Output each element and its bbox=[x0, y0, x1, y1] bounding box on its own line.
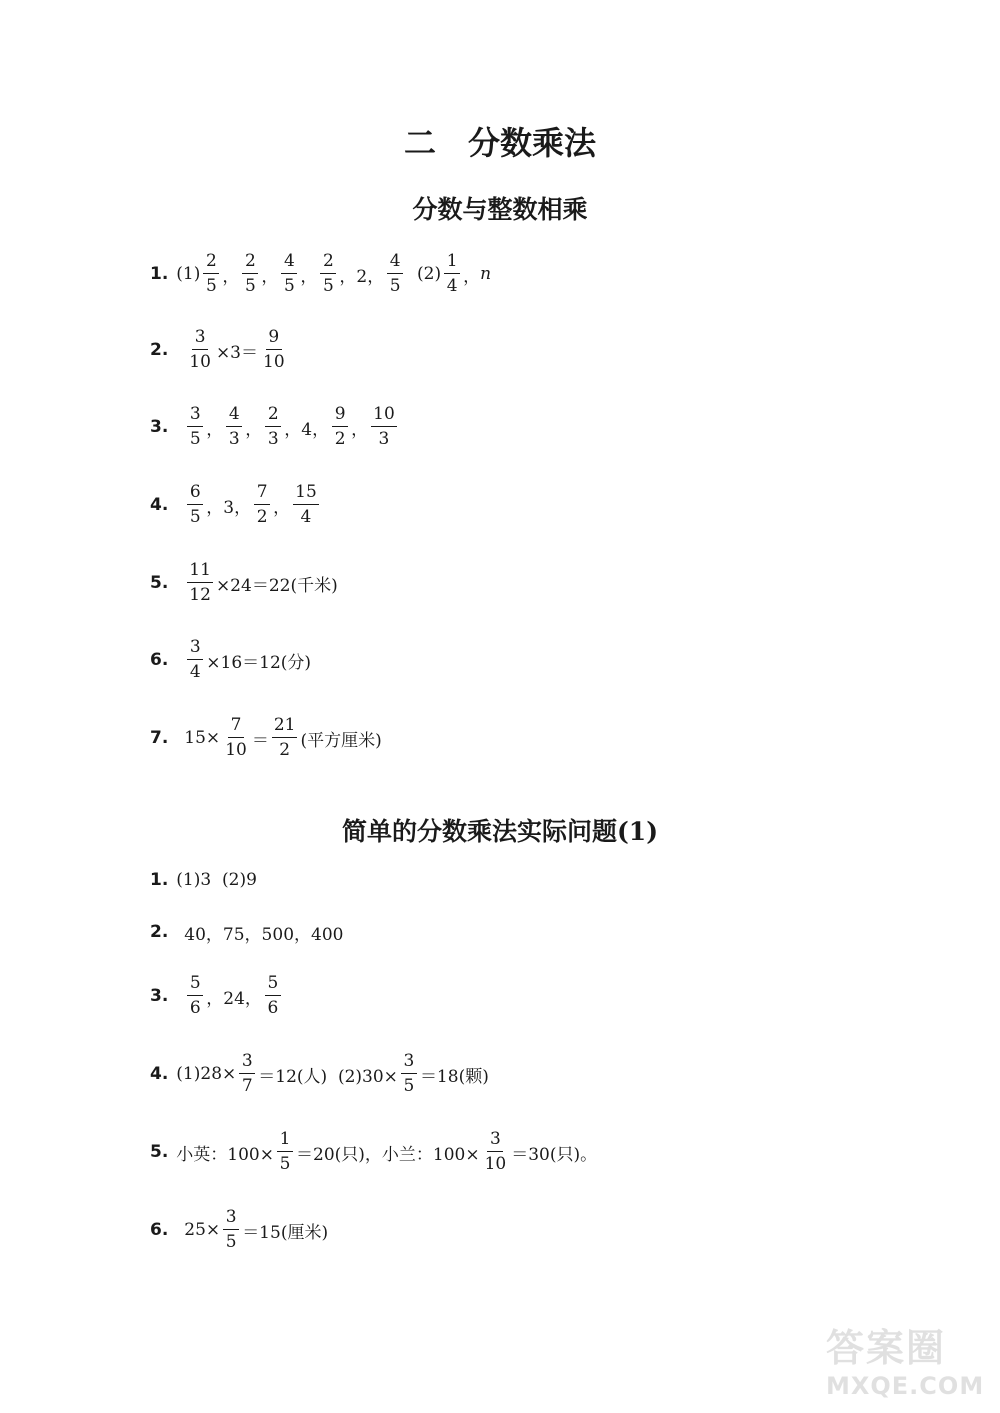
item-number: 5. bbox=[150, 573, 169, 593]
fraction bbox=[444, 253, 460, 295]
numerator: 5 bbox=[265, 975, 281, 996]
watermark-url: MXQE.COM bbox=[826, 1372, 985, 1400]
fraction bbox=[187, 639, 203, 681]
fraction bbox=[265, 975, 281, 1017]
answer-row bbox=[150, 902, 343, 962]
denominator: 2 bbox=[334, 429, 346, 449]
denominator: 5 bbox=[189, 507, 201, 527]
item-number: 4. bbox=[150, 1064, 169, 1084]
fraction bbox=[483, 1131, 509, 1173]
answer-row bbox=[150, 966, 284, 1026]
answer-text: ，2， bbox=[339, 266, 385, 287]
denominator: 10 bbox=[263, 352, 285, 372]
answer-row bbox=[150, 475, 322, 535]
numerator: 3 bbox=[192, 329, 208, 350]
numerator: 15 bbox=[293, 484, 319, 505]
watermark-text: 答案圈 bbox=[826, 1326, 947, 1370]
answer-text: ，4， bbox=[284, 419, 330, 440]
numerator: 3 bbox=[187, 639, 203, 660]
answer-row bbox=[150, 708, 382, 768]
fraction bbox=[187, 329, 213, 371]
item-number: 3. bbox=[150, 417, 169, 437]
fraction bbox=[371, 406, 397, 448]
answer-text: ×24＝22(千米) bbox=[215, 575, 338, 596]
fraction bbox=[226, 406, 242, 448]
fraction bbox=[223, 717, 249, 759]
answer-text: ＝30(只)。 bbox=[511, 1144, 598, 1165]
fraction bbox=[401, 1053, 417, 1095]
answer-row bbox=[150, 320, 290, 380]
fraction bbox=[187, 484, 203, 526]
denominator: 4 bbox=[189, 662, 201, 682]
answer-text: ， bbox=[261, 266, 279, 287]
answer-text: (1) bbox=[176, 264, 201, 284]
numerator: 1 bbox=[444, 253, 460, 274]
section-title-word-problems: 简单的分数乘法实际问题(1) bbox=[341, 817, 659, 846]
denominator: 7 bbox=[241, 1076, 253, 1096]
numerator: 7 bbox=[228, 717, 244, 738]
fraction bbox=[239, 1053, 255, 1095]
fraction bbox=[265, 406, 281, 448]
fraction bbox=[387, 253, 403, 295]
answer-text: ， bbox=[463, 266, 481, 287]
denominator: 10 bbox=[189, 352, 211, 372]
answer-text: ×16＝12(分) bbox=[206, 652, 312, 673]
answer-row bbox=[150, 397, 400, 457]
item-number: 2. bbox=[150, 340, 169, 360]
answer-text: (1)28× bbox=[176, 1064, 237, 1084]
answer-row bbox=[150, 553, 338, 613]
numerator: 5 bbox=[187, 975, 203, 996]
denominator: 3 bbox=[267, 429, 279, 449]
numerator: 11 bbox=[187, 562, 213, 583]
fraction bbox=[223, 1209, 239, 1251]
answer-row bbox=[150, 1200, 328, 1260]
denominator: 5 bbox=[389, 276, 401, 296]
numerator: 4 bbox=[226, 406, 242, 427]
item-number: 6. bbox=[150, 650, 169, 670]
item-number: 7. bbox=[150, 728, 169, 748]
denominator: 3 bbox=[378, 429, 390, 449]
numerator: 21 bbox=[272, 717, 298, 738]
section-title-fraction-times-integer: 分数与整数相乘 bbox=[412, 195, 588, 224]
numerator: 2 bbox=[242, 253, 258, 274]
numerator: 2 bbox=[265, 406, 281, 427]
answer-text: (2) bbox=[406, 264, 442, 284]
denominator: 10 bbox=[484, 1154, 507, 1174]
denominator: 4 bbox=[446, 276, 458, 296]
numerator: 3 bbox=[187, 406, 203, 427]
numerator: 9 bbox=[332, 406, 348, 427]
item-number: 5. bbox=[150, 1142, 169, 1162]
chapter-title: 二 分数乘法 bbox=[403, 124, 596, 162]
answer-row bbox=[150, 1122, 597, 1182]
answer-text: ， bbox=[222, 266, 240, 287]
answer-text: 40，75，500，400 bbox=[184, 924, 344, 945]
answer-text: ， bbox=[206, 419, 224, 440]
answer-text: ， bbox=[300, 266, 318, 287]
fraction bbox=[261, 329, 287, 371]
answer-text: ，24， bbox=[206, 988, 262, 1009]
fraction bbox=[272, 717, 298, 759]
numerator: 10 bbox=[371, 406, 397, 427]
fraction bbox=[187, 975, 203, 1017]
denominator: 6 bbox=[267, 998, 279, 1018]
fraction bbox=[332, 406, 348, 448]
denominator: 4 bbox=[300, 507, 312, 527]
fraction bbox=[293, 484, 319, 526]
item-number: 4. bbox=[150, 495, 169, 515]
item-number: 6. bbox=[150, 1220, 169, 1240]
answer-text: ＝12(人) (2)30× bbox=[258, 1066, 398, 1087]
denominator: 5 bbox=[283, 276, 295, 296]
answer-text: (平方厘米) bbox=[300, 730, 382, 751]
denominator: 2 bbox=[256, 507, 268, 527]
fraction bbox=[187, 562, 213, 604]
denominator: 5 bbox=[244, 276, 256, 296]
fraction bbox=[242, 253, 258, 295]
numerator: 1 bbox=[277, 1131, 293, 1152]
fraction bbox=[320, 253, 336, 295]
fraction bbox=[254, 484, 270, 526]
numerator: 4 bbox=[281, 253, 297, 274]
answer-text: ， bbox=[273, 497, 291, 518]
numerator: 2 bbox=[320, 253, 336, 274]
variable-n: n bbox=[480, 264, 492, 284]
answer-row bbox=[150, 244, 491, 304]
answer-row bbox=[150, 630, 311, 690]
numerator: 3 bbox=[401, 1053, 417, 1074]
answer-text: ＝20(只)，小兰：100× bbox=[296, 1144, 480, 1165]
answer-text: ＝15(厘米) bbox=[242, 1222, 329, 1243]
answer-text: ＝ bbox=[251, 730, 269, 751]
numerator: 3 bbox=[487, 1131, 503, 1152]
answer-text: 小英：100× bbox=[176, 1144, 274, 1165]
denominator: 5 bbox=[189, 429, 201, 449]
answer-text: ， bbox=[245, 419, 263, 440]
watermark-logo bbox=[826, 1317, 986, 1407]
answer-text: ，3， bbox=[206, 497, 252, 518]
answer-row bbox=[150, 1044, 489, 1104]
denominator: 3 bbox=[228, 429, 240, 449]
numerator: 3 bbox=[223, 1209, 239, 1230]
fraction bbox=[203, 253, 219, 295]
denominator: 6 bbox=[189, 998, 201, 1018]
denominator: 5 bbox=[279, 1154, 291, 1174]
item-number: 1. bbox=[150, 264, 169, 284]
numerator: 7 bbox=[254, 484, 270, 505]
numerator: 9 bbox=[266, 329, 282, 350]
answer-text: 15× bbox=[184, 728, 221, 748]
item-number: 2. bbox=[150, 922, 169, 942]
denominator: 2 bbox=[279, 740, 291, 760]
numerator: 3 bbox=[239, 1053, 255, 1074]
denominator: 5 bbox=[322, 276, 334, 296]
answer-text: ， bbox=[351, 419, 369, 440]
item-number: 1. bbox=[150, 870, 169, 890]
fraction bbox=[281, 253, 297, 295]
denominator: 5 bbox=[403, 1076, 415, 1096]
denominator: 10 bbox=[225, 740, 247, 760]
denominator: 5 bbox=[225, 1232, 237, 1252]
answer-text: ＝18(颗) bbox=[419, 1066, 489, 1087]
denominator: 5 bbox=[205, 276, 217, 296]
denominator: 12 bbox=[189, 585, 211, 605]
numerator: 6 bbox=[187, 484, 203, 505]
numerator: 4 bbox=[387, 253, 403, 274]
answer-text: 25× bbox=[184, 1220, 221, 1240]
item-number: 3. bbox=[150, 986, 169, 1006]
fraction bbox=[277, 1131, 293, 1173]
answer-row bbox=[150, 850, 257, 910]
fraction bbox=[187, 406, 203, 448]
answer-text: ×3＝ bbox=[215, 342, 258, 363]
numerator: 2 bbox=[203, 253, 219, 274]
answer-text: (1)3 (2)9 bbox=[176, 870, 257, 890]
